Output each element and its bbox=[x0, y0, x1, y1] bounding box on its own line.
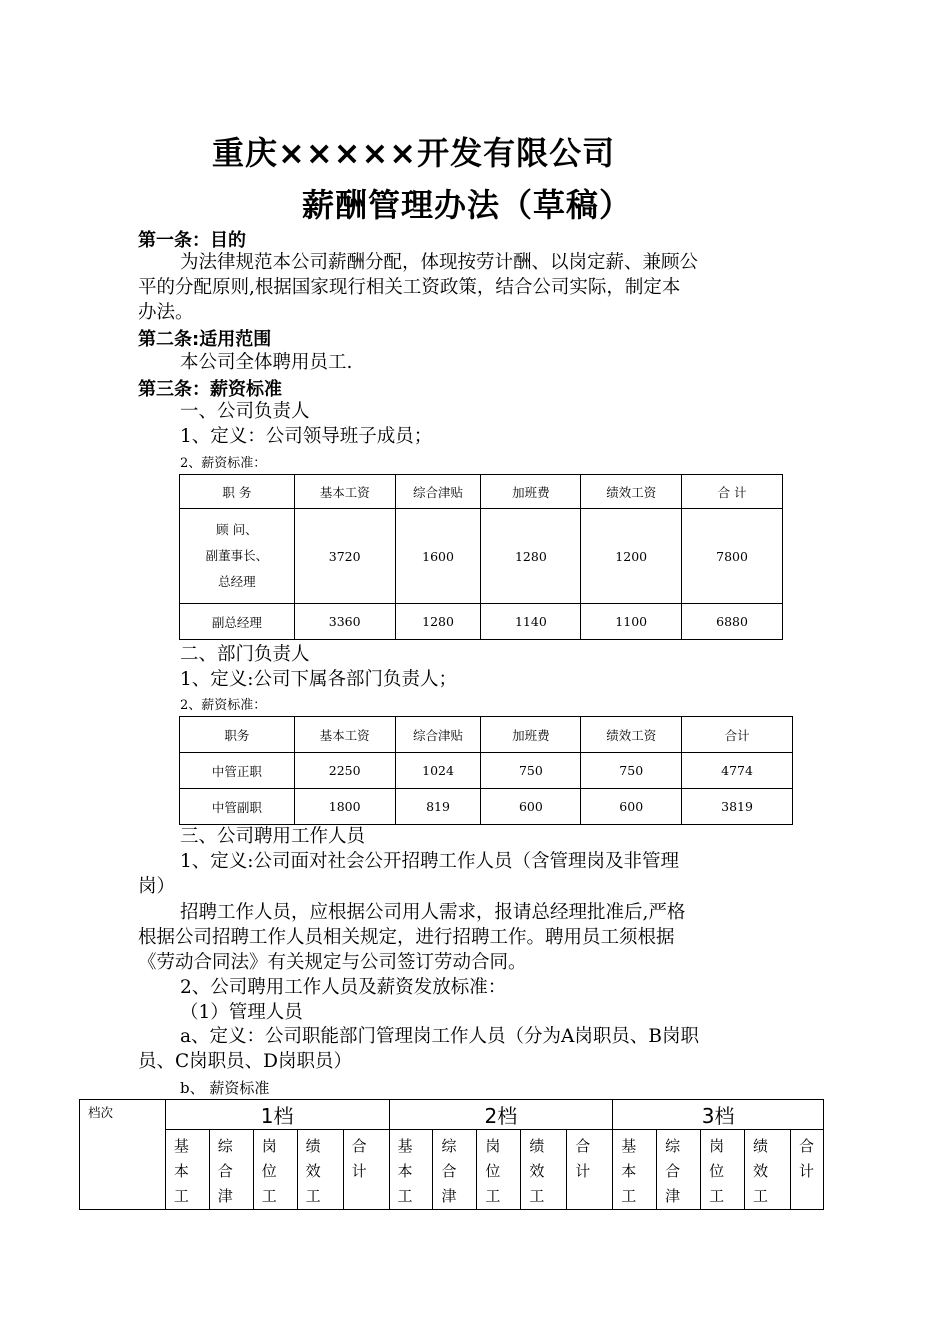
table-header-cell: 加班费 bbox=[481, 717, 581, 753]
table-row bbox=[180, 789, 793, 825]
char: 效 bbox=[753, 1162, 769, 1180]
table-cell: 3720 bbox=[294, 509, 395, 604]
article-3-heading: 第三条：薪资标准 bbox=[138, 379, 282, 400]
char: 绩 bbox=[305, 1137, 321, 1155]
char: 工 bbox=[485, 1187, 501, 1205]
table-header-cell: 职务 bbox=[180, 717, 295, 753]
table-cell: 1140 bbox=[481, 604, 581, 640]
char: 位 bbox=[709, 1162, 725, 1180]
char: 综 bbox=[217, 1137, 233, 1155]
table-row bbox=[180, 753, 793, 789]
char: 计 bbox=[351, 1162, 367, 1180]
department-salary-table bbox=[179, 716, 793, 825]
table-header-cell: 职 务 bbox=[180, 475, 295, 509]
char: 岗 bbox=[709, 1137, 725, 1155]
article-1-line-1: 为法律规范本公司薪酬分配，体现按劳计酬、以岗定薪、兼顾公 bbox=[180, 252, 699, 273]
char: 合 bbox=[665, 1162, 681, 1180]
char: 计 bbox=[575, 1162, 591, 1180]
article-2-text: 本公司全体聘用员工. bbox=[180, 352, 353, 373]
subheader-performance bbox=[745, 1130, 791, 1210]
executive-salary-table bbox=[179, 474, 783, 640]
document-subtitle: 薪酬管理办法（草稿） bbox=[302, 186, 633, 224]
char: 岗 bbox=[485, 1137, 501, 1155]
position-line: 总经理 bbox=[218, 574, 256, 589]
char: 工 bbox=[621, 1187, 637, 1205]
table-header-cell: 合计 bbox=[682, 717, 793, 753]
subheader-allowance bbox=[433, 1130, 477, 1210]
char: 本 bbox=[173, 1162, 189, 1180]
char: 合 bbox=[441, 1162, 457, 1180]
char: 基 bbox=[397, 1137, 413, 1155]
article-2-heading: 第二条:适用范围 bbox=[138, 329, 272, 350]
article-1-line-3: 办法。 bbox=[138, 302, 194, 323]
position-cell bbox=[180, 509, 295, 604]
section-1-definition: 1、定义：公司领导班子成员； bbox=[180, 426, 433, 447]
char: 津 bbox=[441, 1187, 457, 1205]
char: 工 bbox=[753, 1187, 769, 1205]
grade-header: 3档 bbox=[613, 1100, 824, 1130]
subheader-total bbox=[790, 1130, 823, 1210]
grade-salary-table bbox=[79, 1099, 824, 1210]
section-3-item-2: 2、公司聘用工作人员及薪资发放标准： bbox=[180, 977, 507, 998]
table-cell: 3819 bbox=[682, 789, 793, 825]
char: 位 bbox=[485, 1162, 501, 1180]
grade-header: 2档 bbox=[389, 1100, 613, 1130]
table-cell: 1200 bbox=[581, 509, 682, 604]
subheader-total bbox=[567, 1130, 613, 1210]
table-cell: 3360 bbox=[294, 604, 395, 640]
table-cell: 7800 bbox=[682, 509, 783, 604]
section-1-standard-label: 2、薪资标准： bbox=[180, 456, 267, 471]
table-header-row bbox=[180, 475, 783, 509]
table-subheader-row bbox=[80, 1130, 824, 1210]
char: 工 bbox=[305, 1187, 321, 1205]
char: 工 bbox=[173, 1187, 189, 1205]
char: 岗 bbox=[261, 1137, 277, 1155]
subheader-position bbox=[701, 1130, 745, 1210]
char: 工 bbox=[709, 1187, 725, 1205]
table-cell: 600 bbox=[581, 789, 682, 825]
subheader-position bbox=[477, 1130, 521, 1210]
subheader-basic bbox=[613, 1130, 657, 1210]
section-3-paragraph-line-1: 招聘工作人员，应根据公司用人需求，报请总经理批准后,严格 bbox=[180, 902, 686, 923]
char: 合 bbox=[217, 1162, 233, 1180]
management-definition-line-1: a、定义：公司职能部门管理岗工作人员（分为A岗职员、B岗职 bbox=[180, 1026, 699, 1047]
table-header-row bbox=[180, 717, 793, 753]
subheader-total bbox=[343, 1130, 389, 1210]
char: 本 bbox=[397, 1162, 413, 1180]
char: 基 bbox=[173, 1137, 189, 1155]
section-3-title: 三、公司聘用工作人员 bbox=[180, 826, 366, 847]
char: 合 bbox=[351, 1137, 367, 1155]
char: 基 bbox=[621, 1137, 637, 1155]
subheader-basic bbox=[165, 1130, 209, 1210]
management-definition-line-2: 员、C岗职员、D岗职员） bbox=[138, 1051, 352, 1072]
char: 工 bbox=[397, 1187, 413, 1205]
table-row bbox=[180, 604, 783, 640]
level-label-cell: 档次 bbox=[80, 1100, 166, 1210]
table-cell: 4774 bbox=[682, 753, 793, 789]
char: 津 bbox=[665, 1187, 681, 1205]
table-header-cell: 加班费 bbox=[481, 475, 581, 509]
table-cell: 1280 bbox=[481, 509, 581, 604]
char: 位 bbox=[261, 1162, 277, 1180]
document-title: 重庆×××××开发有限公司 bbox=[212, 134, 616, 172]
section-2-standard-label: 2、薪资标准： bbox=[180, 698, 267, 713]
table-header-cell: 绩效工资 bbox=[581, 717, 682, 753]
section-1-title: 一、公司负责人 bbox=[180, 401, 310, 422]
table-cell: 1600 bbox=[395, 509, 481, 604]
management-staff-label: （1）管理人员 bbox=[180, 1002, 303, 1023]
char: 津 bbox=[217, 1187, 233, 1205]
position-line: 顾 问、 bbox=[216, 522, 258, 537]
management-standard-label: b、 薪资标准 bbox=[180, 1079, 270, 1097]
char: 合 bbox=[575, 1137, 591, 1155]
table-cell: 副总经理 bbox=[180, 604, 295, 640]
char: 综 bbox=[441, 1137, 457, 1155]
subheader-allowance bbox=[657, 1130, 701, 1210]
subheader-performance bbox=[297, 1130, 343, 1210]
char: 效 bbox=[305, 1162, 321, 1180]
table-cell: 中管副职 bbox=[180, 789, 295, 825]
table-header-cell: 绩效工资 bbox=[581, 475, 682, 509]
section-2-definition: 1、定义:公司下属各部门负责人； bbox=[180, 669, 458, 690]
section-3-paragraph-line-3: 《劳动合同法》有关规定与公司签订劳动合同。 bbox=[138, 952, 527, 973]
char: 效 bbox=[529, 1162, 545, 1180]
table-header-row bbox=[80, 1100, 824, 1130]
table-cell: 2250 bbox=[294, 753, 395, 789]
table-header-cell: 基本工资 bbox=[294, 475, 395, 509]
char: 工 bbox=[261, 1187, 277, 1205]
char: 绩 bbox=[529, 1137, 545, 1155]
table-header-cell: 合 计 bbox=[682, 475, 783, 509]
char: 计 bbox=[798, 1162, 814, 1180]
table-header-cell: 综合津贴 bbox=[395, 475, 481, 509]
table-header-cell: 综合津贴 bbox=[395, 717, 481, 753]
table-row bbox=[180, 509, 783, 604]
article-1-line-2: 平的分配原则,根据国家现行相关工资政策，结合公司实际，制定本 bbox=[138, 277, 681, 298]
char: 绩 bbox=[753, 1137, 769, 1155]
subheader-performance bbox=[521, 1130, 567, 1210]
grade-header: 1档 bbox=[165, 1100, 389, 1130]
table-cell: 819 bbox=[395, 789, 481, 825]
table-cell: 1280 bbox=[395, 604, 481, 640]
table-cell: 1100 bbox=[581, 604, 682, 640]
table-cell: 6880 bbox=[682, 604, 783, 640]
subheader-allowance bbox=[209, 1130, 253, 1210]
table-cell: 750 bbox=[481, 753, 581, 789]
table-cell: 750 bbox=[581, 753, 682, 789]
char: 工 bbox=[529, 1187, 545, 1205]
char: 综 bbox=[665, 1137, 681, 1155]
table-cell: 600 bbox=[481, 789, 581, 825]
table-header-cell: 基本工资 bbox=[294, 717, 395, 753]
table-cell: 1024 bbox=[395, 753, 481, 789]
section-3-definition-line-1: 1、定义:公司面对社会公开招聘工作人员（含管理岗及非管理 bbox=[180, 851, 680, 872]
table-cell: 1800 bbox=[294, 789, 395, 825]
article-1-heading: 第一条：目的 bbox=[138, 230, 246, 251]
position-line: 副董事长、 bbox=[205, 548, 269, 563]
subheader-basic bbox=[389, 1130, 433, 1210]
section-3-definition-line-2: 岗） bbox=[138, 876, 176, 897]
table-cell: 中管正职 bbox=[180, 753, 295, 789]
char: 合 bbox=[798, 1137, 814, 1155]
section-2-title: 二、部门负责人 bbox=[180, 644, 310, 665]
section-3-paragraph-line-2: 根据公司招聘工作人员相关规定，进行招聘工作。聘用员工须根据 bbox=[138, 927, 675, 948]
char: 本 bbox=[621, 1162, 637, 1180]
subheader-position bbox=[253, 1130, 297, 1210]
